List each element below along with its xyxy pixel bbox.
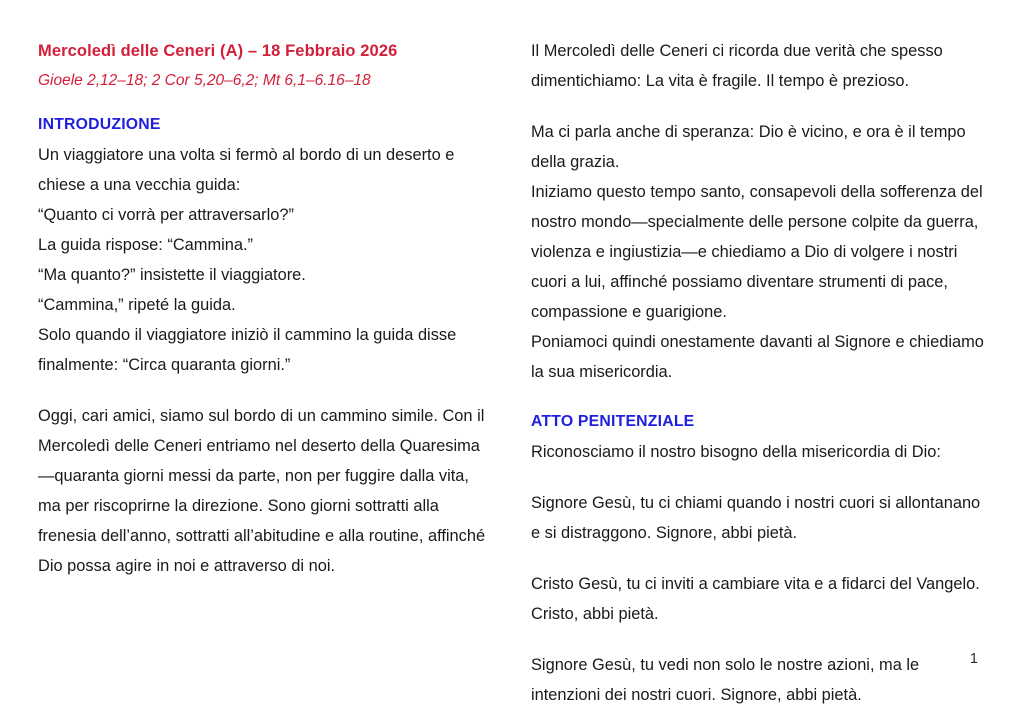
right-paragraph-1: Il Mercoledì delle Ceneri ci ricorda due verità che spesso dimentichiamo: La vita è fragile. Il tempo è prezioso. [531,42,943,90]
two-column-layout [38,36,996,704]
left-paragraph-2: Oggi, cari amici, siamo sul bordo di un cammino simile. Con il Mercoledì delle Ceneri entriamo nel deserto della Quaresima—quaranta giorni messi da parte, non per fuggire dalla vita, ma per riscoprirne la direzione. Sono giorni sottratti alla frenesia dell’anno, sottratti all’abitudine e alla routine, affinché Dio possa agire in noi e attraverso di noi. [38,407,486,575]
heading-introduzione: INTRODUZIONE [38,116,161,133]
left-column [38,36,493,581]
intro-line-6: “Cammina,” ripeté la guida. [38,296,236,314]
heading-atto-penitenziale: ATTO PENITENZIALE [531,413,695,430]
right-paragraph-5: Riconosciamo il nostro bisogno della misericordia di Dio: [531,443,941,461]
document-title: Mercoledì delle Ceneri (A) – 18 Febbraio 2026 [38,42,398,60]
intro-line-3: “Quanto ci vorrà per attraversarlo?” [38,206,294,224]
intro-line-8: finalmente: “Circa quaranta giorni.” [38,356,291,374]
right-paragraph-2: Ma ci parla anche di speranza: Dio è vicino, e ora è il tempo della grazia. [531,123,966,171]
right-paragraph-3: Iniziamo questo tempo santo, consapevoli della sofferenza del nostro mondo—specialmente delle persone colpite da guerra, violenza e ingiustizia—e chiediamo a Dio di volgere i nostri cuori a lui, affinché possiamo diventare strumenti di pace, compassione e guarigione. [531,183,983,321]
page-number: 1 [969,650,978,667]
intro-line-1: Un viaggiatore una volta si fermò al bordo di un deserto e [38,146,455,164]
invocation-1: Signore Gesù, tu ci chiami quando i nostri cuori si allontanano e si distraggono. Signore, abbi pietà. [531,494,981,542]
intro-line-2: chiese a una vecchia guida: [38,176,241,194]
right-paragraph-4: Poniamoci quindi onestamente davanti al Signore e chiediamo la sua misericordia. [531,333,984,381]
right-column [531,36,986,710]
intro-line-4: La guida rispose: “Cammina.” [38,236,253,254]
intro-line-7: Solo quando il viaggiatore iniziò il cammino la guida disse [38,326,457,344]
scripture-reference: Gioele 2,12–18; 2 Cor 5,20–6,2; Mt 6,1–6.16–18 [38,72,371,89]
invocation-3: Signore Gesù, tu vedi non solo le nostre azioni, ma le intenzioni dei nostri cuori. Signore, abbi pietà. [531,656,920,704]
intro-line-5: “Ma quanto?” insistette il viaggiatore. [38,266,306,284]
invocation-2: Cristo Gesù, tu ci inviti a cambiare vita e a fidarci del Vangelo. Cristo, abbi pietà. [531,575,980,623]
